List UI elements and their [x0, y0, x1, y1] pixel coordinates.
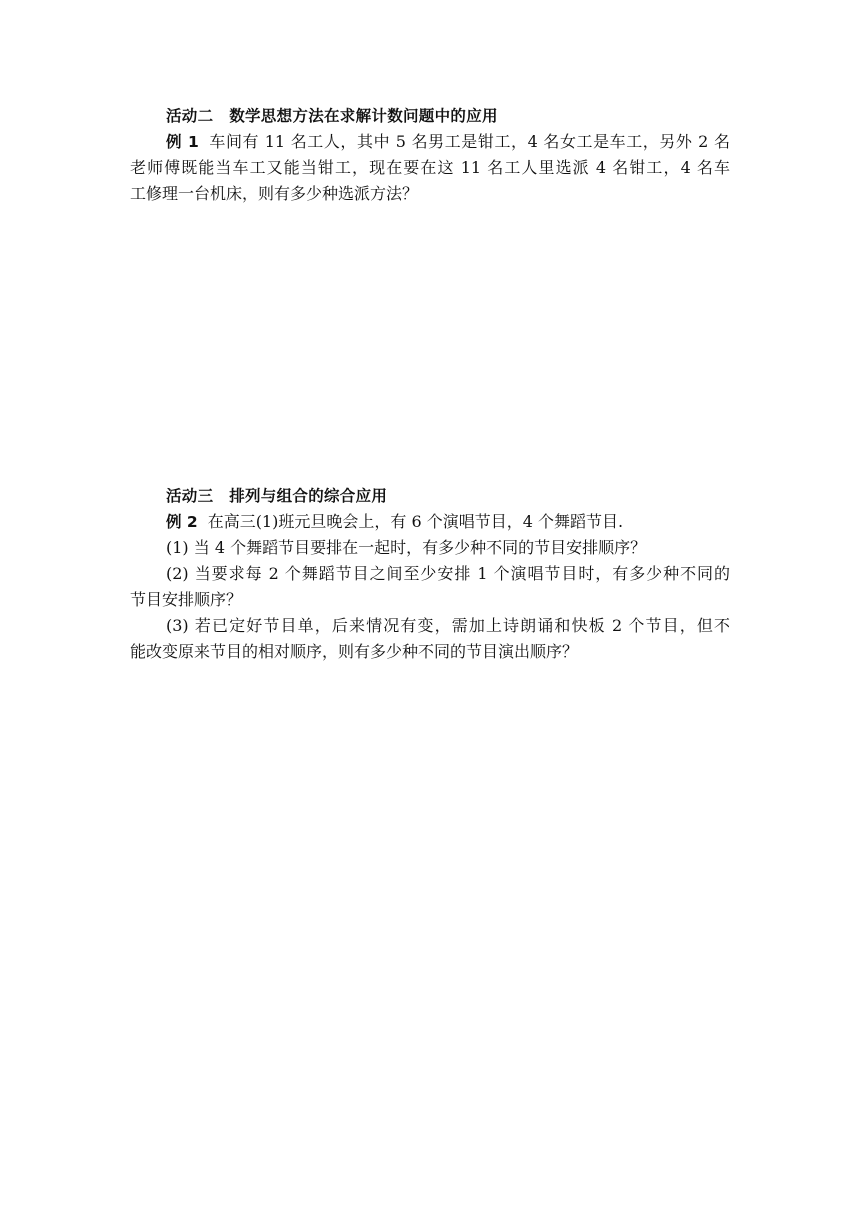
- example1-line-2: 老师傅既能当车工又能当钳工，现在要在这 11 名工人里选派 4 名钳工，4 名车: [130, 158, 730, 177]
- example1-line-1: [130, 129, 730, 155]
- activity3-title: 活动三 排列与组合的综合应用: [166, 487, 388, 505]
- example2-question-2-line-2: 节目安排顺序？: [130, 590, 243, 609]
- example2-question-1: (1) 当 4 个舞蹈节目要排在一起时，有多少种不同的节目安排顺序？: [166, 538, 647, 557]
- example2-question-2-line-1: (2) 当要求每 2 个舞蹈节目之间至少安排 1 个演唱节目时，有多少种不同的: [166, 564, 730, 583]
- activity2-section: [130, 103, 730, 207]
- example1-text-1: 车间有 11 名工人，其中 5 名男工是钳工，4 名女工是车工，另外 2 名: [208, 132, 730, 151]
- example2-question-3-line-2: 能改变原来节目的相对顺序，则有多少种不同的节目演出顺序？: [130, 642, 579, 661]
- example1-line-3: 工修理一台机床，则有多少种选派方法？: [130, 184, 419, 203]
- example2-label: 例 2: [166, 513, 198, 531]
- example2-intro-line: [130, 509, 730, 535]
- activity3-section: [130, 483, 730, 665]
- example2-intro: 在高三(1)班元旦晚会上，有 6 个演唱节目，4 个舞蹈节目.: [207, 512, 624, 531]
- activity2-title: 活动二 数学思想方法在求解计数问题中的应用: [166, 107, 498, 125]
- example2-question-3-line-1: (3) 若已定好节目单，后来情况有变，需加上诗朗诵和快板 2 个节目，但不: [166, 616, 730, 635]
- example1-label: 例 1: [166, 133, 199, 151]
